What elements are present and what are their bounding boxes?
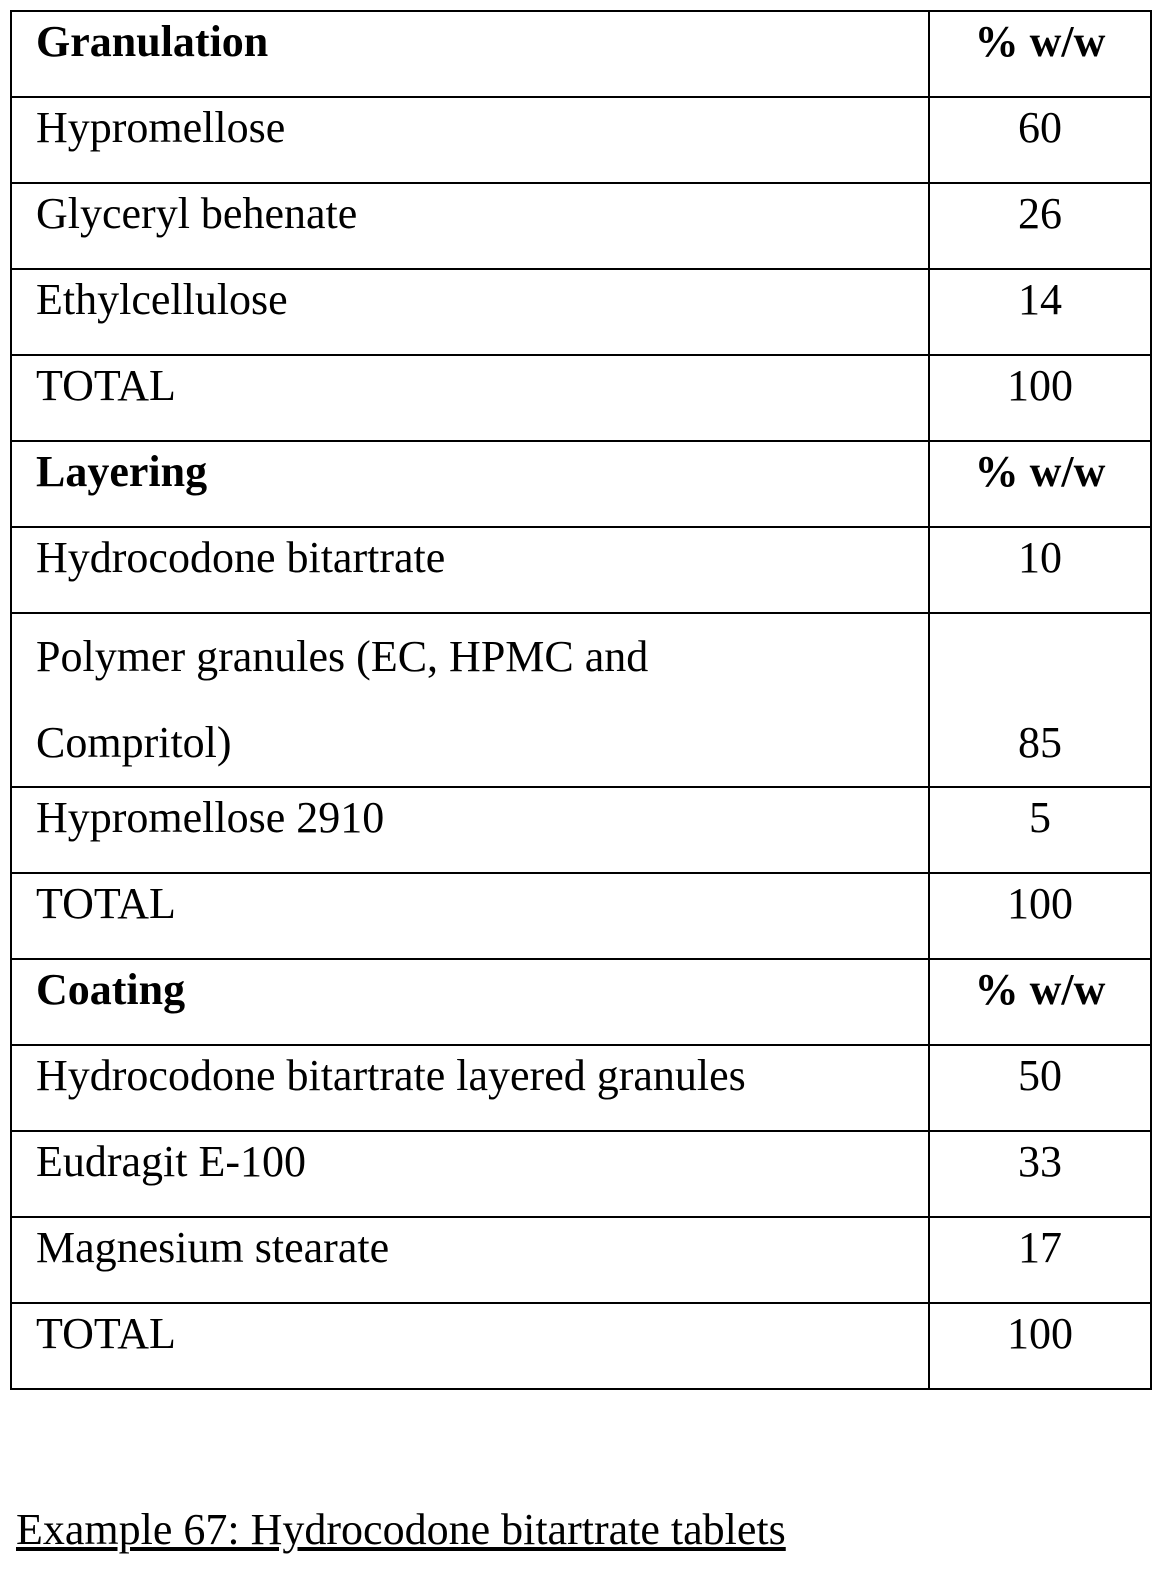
ingredient-value: 100 (929, 1303, 1151, 1389)
section-title: Coating (11, 959, 929, 1045)
unit-header: % w/w (929, 441, 1151, 527)
table-row (11, 1303, 1151, 1389)
section-header-layering (11, 441, 1151, 527)
table-row (11, 787, 1151, 873)
section-header-granulation (11, 11, 1151, 97)
ingredient-value: 14 (929, 269, 1151, 355)
ingredient-value: 5 (929, 787, 1151, 873)
unit-header: % w/w (929, 959, 1151, 1045)
section-title: Layering (11, 441, 929, 527)
ingredient-value: 26 (929, 183, 1151, 269)
ingredient-name: Hypromellose (11, 97, 929, 183)
ingredient-value: 100 (929, 873, 1151, 959)
table-row (11, 97, 1151, 183)
ingredient-name: Eudragit E-100 (11, 1131, 929, 1217)
section-title: Granulation (11, 11, 929, 97)
ingredient-name: Magnesium stearate (11, 1217, 929, 1303)
unit-header: % w/w (929, 11, 1151, 97)
section-header-coating (11, 959, 1151, 1045)
ingredient-name: Ethylcellulose (11, 269, 929, 355)
table-row (11, 1045, 1151, 1131)
table-row (11, 355, 1151, 441)
ingredient-name: Hypromellose 2910 (11, 787, 929, 873)
formulation-table (10, 10, 1152, 1390)
table-row (11, 183, 1151, 269)
example-caption: Example 67: Hydrocodone bitartrate tablets (16, 1502, 786, 1558)
table-row (11, 1131, 1151, 1217)
ingredient-value: 100 (929, 355, 1151, 441)
table-row (11, 613, 1151, 787)
ingredient-name: TOTAL (11, 355, 929, 441)
table-row (11, 527, 1151, 613)
ingredient-name: Polymer granules (EC, HPMC and Compritol) (11, 613, 929, 787)
ingredient-value: 10 (929, 527, 1151, 613)
ingredient-name: Hydrocodone bitartrate (11, 527, 929, 613)
ingredient-value: 85 (929, 613, 1151, 787)
ingredient-value: 33 (929, 1131, 1151, 1217)
table-row (11, 1217, 1151, 1303)
table-row (11, 873, 1151, 959)
ingredient-name: TOTAL (11, 1303, 929, 1389)
table-row (11, 269, 1151, 355)
ingredient-value: 17 (929, 1217, 1151, 1303)
ingredient-name: Hydrocodone bitartrate layered granules (11, 1045, 929, 1131)
ingredient-value: 60 (929, 97, 1151, 183)
ingredient-name: Glyceryl behenate (11, 183, 929, 269)
ingredient-name: TOTAL (11, 873, 929, 959)
ingredient-value: 50 (929, 1045, 1151, 1131)
